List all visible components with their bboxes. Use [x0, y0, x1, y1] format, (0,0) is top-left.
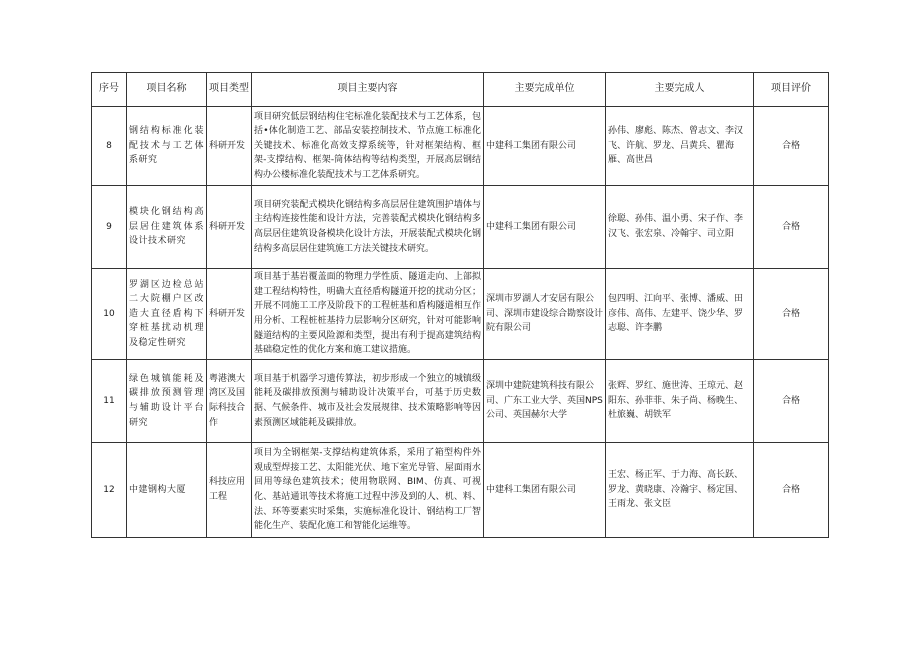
row-people: 张辉、罗红、施世涛、王琼元、赵阳东、孙菲菲、朱子尚、杨晚生、杜旅巍、胡铁军	[606, 360, 754, 443]
row-evaluation: 合格	[754, 186, 829, 269]
table-row	[92, 186, 829, 269]
row-evaluation: 合格	[754, 360, 829, 443]
project-table	[91, 72, 829, 538]
row-unit: 深圳市罗湖人才安居有限公司、深圳市建设综合勘察设计院有限公司	[484, 269, 606, 360]
row-num: 9	[92, 186, 127, 269]
row-project-type: 科研开发	[207, 186, 252, 269]
row-num: 12	[92, 443, 127, 538]
row-num: 8	[92, 107, 127, 186]
header-name: 项目名称	[127, 73, 207, 107]
row-people: 徐聪、孙伟、温小勇、宋子作、李汉飞、张宏泉、冷翰宇、司立阳	[606, 186, 754, 269]
row-unit: 中建科工集团有限公司	[484, 107, 606, 186]
header-unit: 主要完成单位	[484, 73, 606, 107]
row-evaluation: 合格	[754, 443, 829, 538]
row-unit: 深圳中建院建筑科技有限公司、广东工业大学、英国NPS公司、英国赫尔大学	[484, 360, 606, 443]
header-type: 项目类型	[207, 73, 252, 107]
row-project-content: 项目为全钢框架-支撑结构建筑体系，采用了箱型构件外观成型焊接工艺、太阳能光伏、地下室光导管、屋面雨水回用等绿色建筑技术；使用物联网、BIM、仿真、可视化、基站通讯等技术将施工过程中涉及到的人、机、料、法、环等要素实时采集，实施标准化设计、钢结构工厂智能化生产、装配化施工和智能化运维等。	[252, 443, 484, 538]
header-content: 项目主要内容	[252, 73, 484, 107]
table-row	[92, 107, 829, 186]
row-people: 包四明、江向平、张博、潘威、田彦伟、高伟、左建平、饶少华、罗志聪、许李鹏	[606, 269, 754, 360]
row-people: 孙伟、廖彪、陈杰、曾志文、李汉飞、许航、罗龙、吕黄兵、瞿海雁、高世昌	[606, 107, 754, 186]
row-project-content: 项目基于基岩覆盖面的物理力学性质、隧道走向、上部拟建工程结构特性，明确大直径盾构隧道开挖的扰动分区；开展不同施工工序及阶段下的工程桩基和盾构隧道相互作用分析、工程桩桩基持力层影响分区研究，针对可能影响隧道结构的主要风险源和类型，提出有利于提高建筑结构基础稳定性的优化方案和施工建议措施。	[252, 269, 484, 360]
row-project-name: 绿色城镇能耗及碳排放预测管理与辅助设计平台研究	[127, 360, 207, 443]
row-project-type: 科研开发	[207, 269, 252, 360]
row-project-name: 钢结构标准化装配技术与工艺体系研究	[127, 107, 207, 186]
header-eval: 项目评价	[754, 73, 829, 107]
row-people: 王宏、杨正军、于力海、高长跃、罗龙、黄晓康、冷瀚宇、杨定国、王雨龙、张文臣	[606, 443, 754, 538]
row-project-name: 罗湖区边检总站二大院棚户区改造大直径盾构下穿桩基扰动机理及稳定性研究	[127, 269, 207, 360]
row-evaluation: 合格	[754, 107, 829, 186]
table-row	[92, 269, 829, 360]
header-row	[92, 73, 829, 107]
row-num: 11	[92, 360, 127, 443]
header-num: 序号	[92, 73, 127, 107]
row-project-name: 中建钢构大厦	[127, 443, 207, 538]
header-people: 主要完成人	[606, 73, 754, 107]
table-row	[92, 360, 829, 443]
row-unit: 中建科工集团有限公司	[484, 443, 606, 538]
row-project-type: 科技应用工程	[207, 443, 252, 538]
row-unit: 中建科工集团有限公司	[484, 186, 606, 269]
row-project-content: 项目研究低层钢结构住宅标准化装配技术与工艺体系，包括•体化制造工艺、部品安装控制技术、节点施工标准化关键技术、标准化高效支撑系统等，针对框架结构、框架-支撑结构、框架-筒体结构等结构类型，开展高层钢结构办公楼标准化装配技术与工艺体系研究。	[252, 107, 484, 186]
row-project-type: 粤港澳大湾区及国际科技合作	[207, 360, 252, 443]
row-project-content: 项目研究装配式模块化钢结构多高层居住建筑围护墙体与主结构连接性能和设计方法，完善装配式模块化钢结构多高层居住建筑设备模块化设计方法，开展装配式模块化钢结构多高层居住建筑施工方法关键技术研究。	[252, 186, 484, 269]
row-project-type: 科研开发	[207, 107, 252, 186]
row-project-name: 模块化钢结构高层居住建筑体系设计技术研究	[127, 186, 207, 269]
row-num: 10	[92, 269, 127, 360]
table-row	[92, 443, 829, 538]
row-project-content: 项目基于机器学习遗传算法，初步形成一个独立的城镇级能耗及碳排放预测与辅助设计决策平台，可基于历史数据、气候条件、城市及社会发展规律、技术策略影响等因素预测区域能耗及碳排放。	[252, 360, 484, 443]
row-evaluation: 合格	[754, 269, 829, 360]
